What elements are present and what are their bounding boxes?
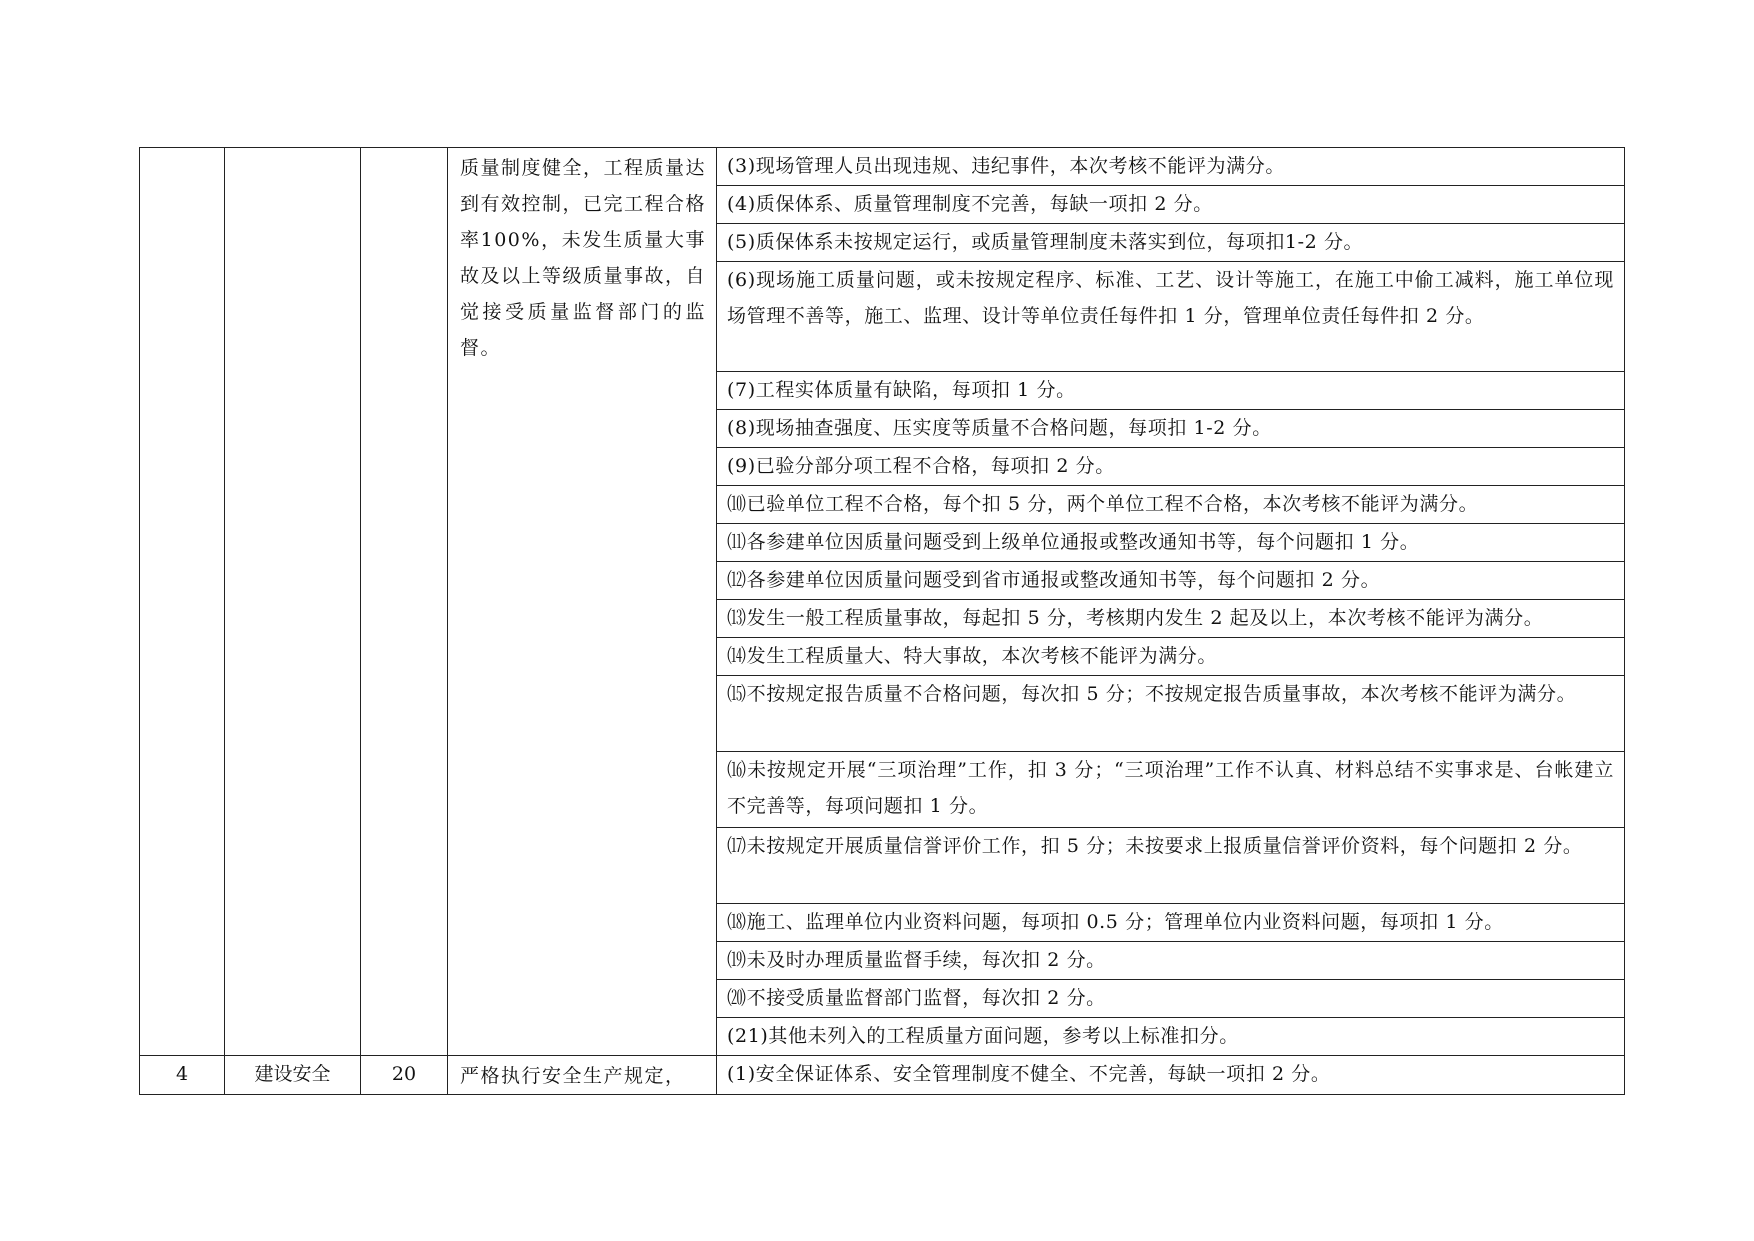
- criteria-cell: [717, 600, 1625, 638]
- criteria-cell: [717, 828, 1625, 904]
- criteria-cell: [717, 638, 1625, 676]
- criteria-cell-text: (4)质保体系、质量管理制度不完善，每缺一项扣 2 分。: [727, 193, 1213, 215]
- criteria-cell: [717, 1018, 1625, 1056]
- table-row: [140, 148, 1625, 186]
- criteria-cell-text: ⒅施工、监理单位内业资料问题，每项扣 0.5 分；管理单位内业资料问题，每项扣 1 分。: [727, 911, 1504, 933]
- criteria-cell: [717, 904, 1625, 942]
- criteria-cell-text: ⒆未及时办理质量监督手续，每次扣 2 分。: [727, 949, 1106, 971]
- criteria-cell: [717, 980, 1625, 1018]
- criteria-cell-text: ⑽已验单位工程不合格，每个扣 5 分，两个单位工程不合格，本次考核不能评为满分。: [727, 493, 1479, 515]
- criteria-cell-text: (5)质保体系未按规定运行，或质量管理制度未落实到位，每项扣1-2 分。: [727, 231, 1364, 253]
- criteria-cell: [717, 410, 1625, 448]
- score-cell: [361, 148, 448, 1056]
- criteria-cell: [717, 262, 1625, 372]
- criteria-cell-text: ⑿各参建单位因质量问题受到省市通报或整改通知书等，每个问题扣 2 分。: [727, 569, 1381, 591]
- criteria-cell: [717, 676, 1625, 752]
- criteria-cell: [717, 186, 1625, 224]
- score-cell-text: 20: [391, 1063, 417, 1085]
- criteria-cell-text: (8)现场抽查强度、压实度等质量不合格问题，每项扣 1-2 分。: [727, 417, 1272, 439]
- evaluation-table: [139, 147, 1625, 1095]
- criteria-cell: [717, 224, 1625, 262]
- criteria-cell: [717, 372, 1625, 410]
- criteria-cell-text: (21)其他未列入的工程质量方面问题，参考以上标准扣分。: [727, 1025, 1239, 1047]
- criteria-cell: [717, 562, 1625, 600]
- no-cell: [140, 1056, 225, 1095]
- criteria-cell: [717, 148, 1625, 186]
- criteria-cell-text: (7)工程实体质量有缺陷，每项扣 1 分。: [727, 379, 1076, 401]
- criteria-cell: [717, 1056, 1625, 1095]
- criteria-cell-text: (3)现场管理人员出现违规、违纪事件，本次考核不能评为满分。: [727, 155, 1285, 177]
- no-cell: [140, 148, 225, 1056]
- criteria-cell-text: (9)已验分部分项工程不合格，每项扣 2 分。: [727, 455, 1115, 477]
- no-cell-text: 4: [175, 1063, 189, 1085]
- criteria-cell-text: ⒀发生一般工程质量事故，每起扣 5 分，考核期内发生 2 起及以上，本次考核不能评为满分。: [727, 607, 1544, 629]
- criteria-cell: [717, 448, 1625, 486]
- criteria-cell: [717, 486, 1625, 524]
- score-cell: [361, 1056, 448, 1095]
- criteria-cell-text: (6)现场施工质量问题，或未按规定程序、标准、工艺、设计等施工，在施工中偷工减料，施工单位现场管理不善等，施工、监理、设计等单位责任每件扣 1 分，管理单位责任每件扣 2 分。: [727, 269, 1614, 327]
- criteria-cell-text: ⑾各参建单位因质量问题受到上级单位通报或整改通知书等，每个问题扣 1 分。: [727, 531, 1420, 553]
- item-cell: [225, 1056, 361, 1095]
- criteria-cell-text: ⒄未按规定开展质量信誉评价工作，扣 5 分；未按要求上报质量信誉评价资料，每个问题扣 2 分。: [727, 835, 1583, 857]
- criteria-cell: [717, 752, 1625, 828]
- criteria-cell: [717, 524, 1625, 562]
- criteria-cell-text: (1)安全保证体系、安全管理制度不健全、不完善，每缺一项扣 2 分。: [727, 1063, 1331, 1085]
- criteria-cell-text: ⒂不按规定报告质量不合格问题，每次扣 5 分；不按规定报告质量事故，本次考核不能评为满分。: [727, 683, 1577, 705]
- criteria-cell-text: ⒃未按规定开展“三项治理”工作，扣 3 分；“三项治理”工作不认真、材料总结不实事求是、台帐建立不完善等，每项问题扣 1 分。: [727, 759, 1614, 817]
- requirement-cell-text: 质量制度健全，工程质量达到有效控制，已完工程合格率100%，未发生质量大事故及以上等级质量事故，自觉接受质量监督部门的监督。: [460, 157, 707, 359]
- item-cell: [225, 148, 361, 1056]
- criteria-cell-text: ⒇不接受质量监督部门监督，每次扣 2 分。: [727, 987, 1106, 1009]
- requirement-cell: [448, 1056, 717, 1095]
- criteria-cell: [717, 942, 1625, 980]
- requirement-cell: [448, 148, 717, 1056]
- table-row: [140, 1056, 1625, 1095]
- requirement-cell-text: 严格执行安全生产规定，: [460, 1065, 686, 1087]
- criteria-cell-text: ⒁发生工程质量大、特大事故，本次考核不能评为满分。: [727, 645, 1218, 667]
- item-cell-text: 建设安全: [254, 1063, 331, 1085]
